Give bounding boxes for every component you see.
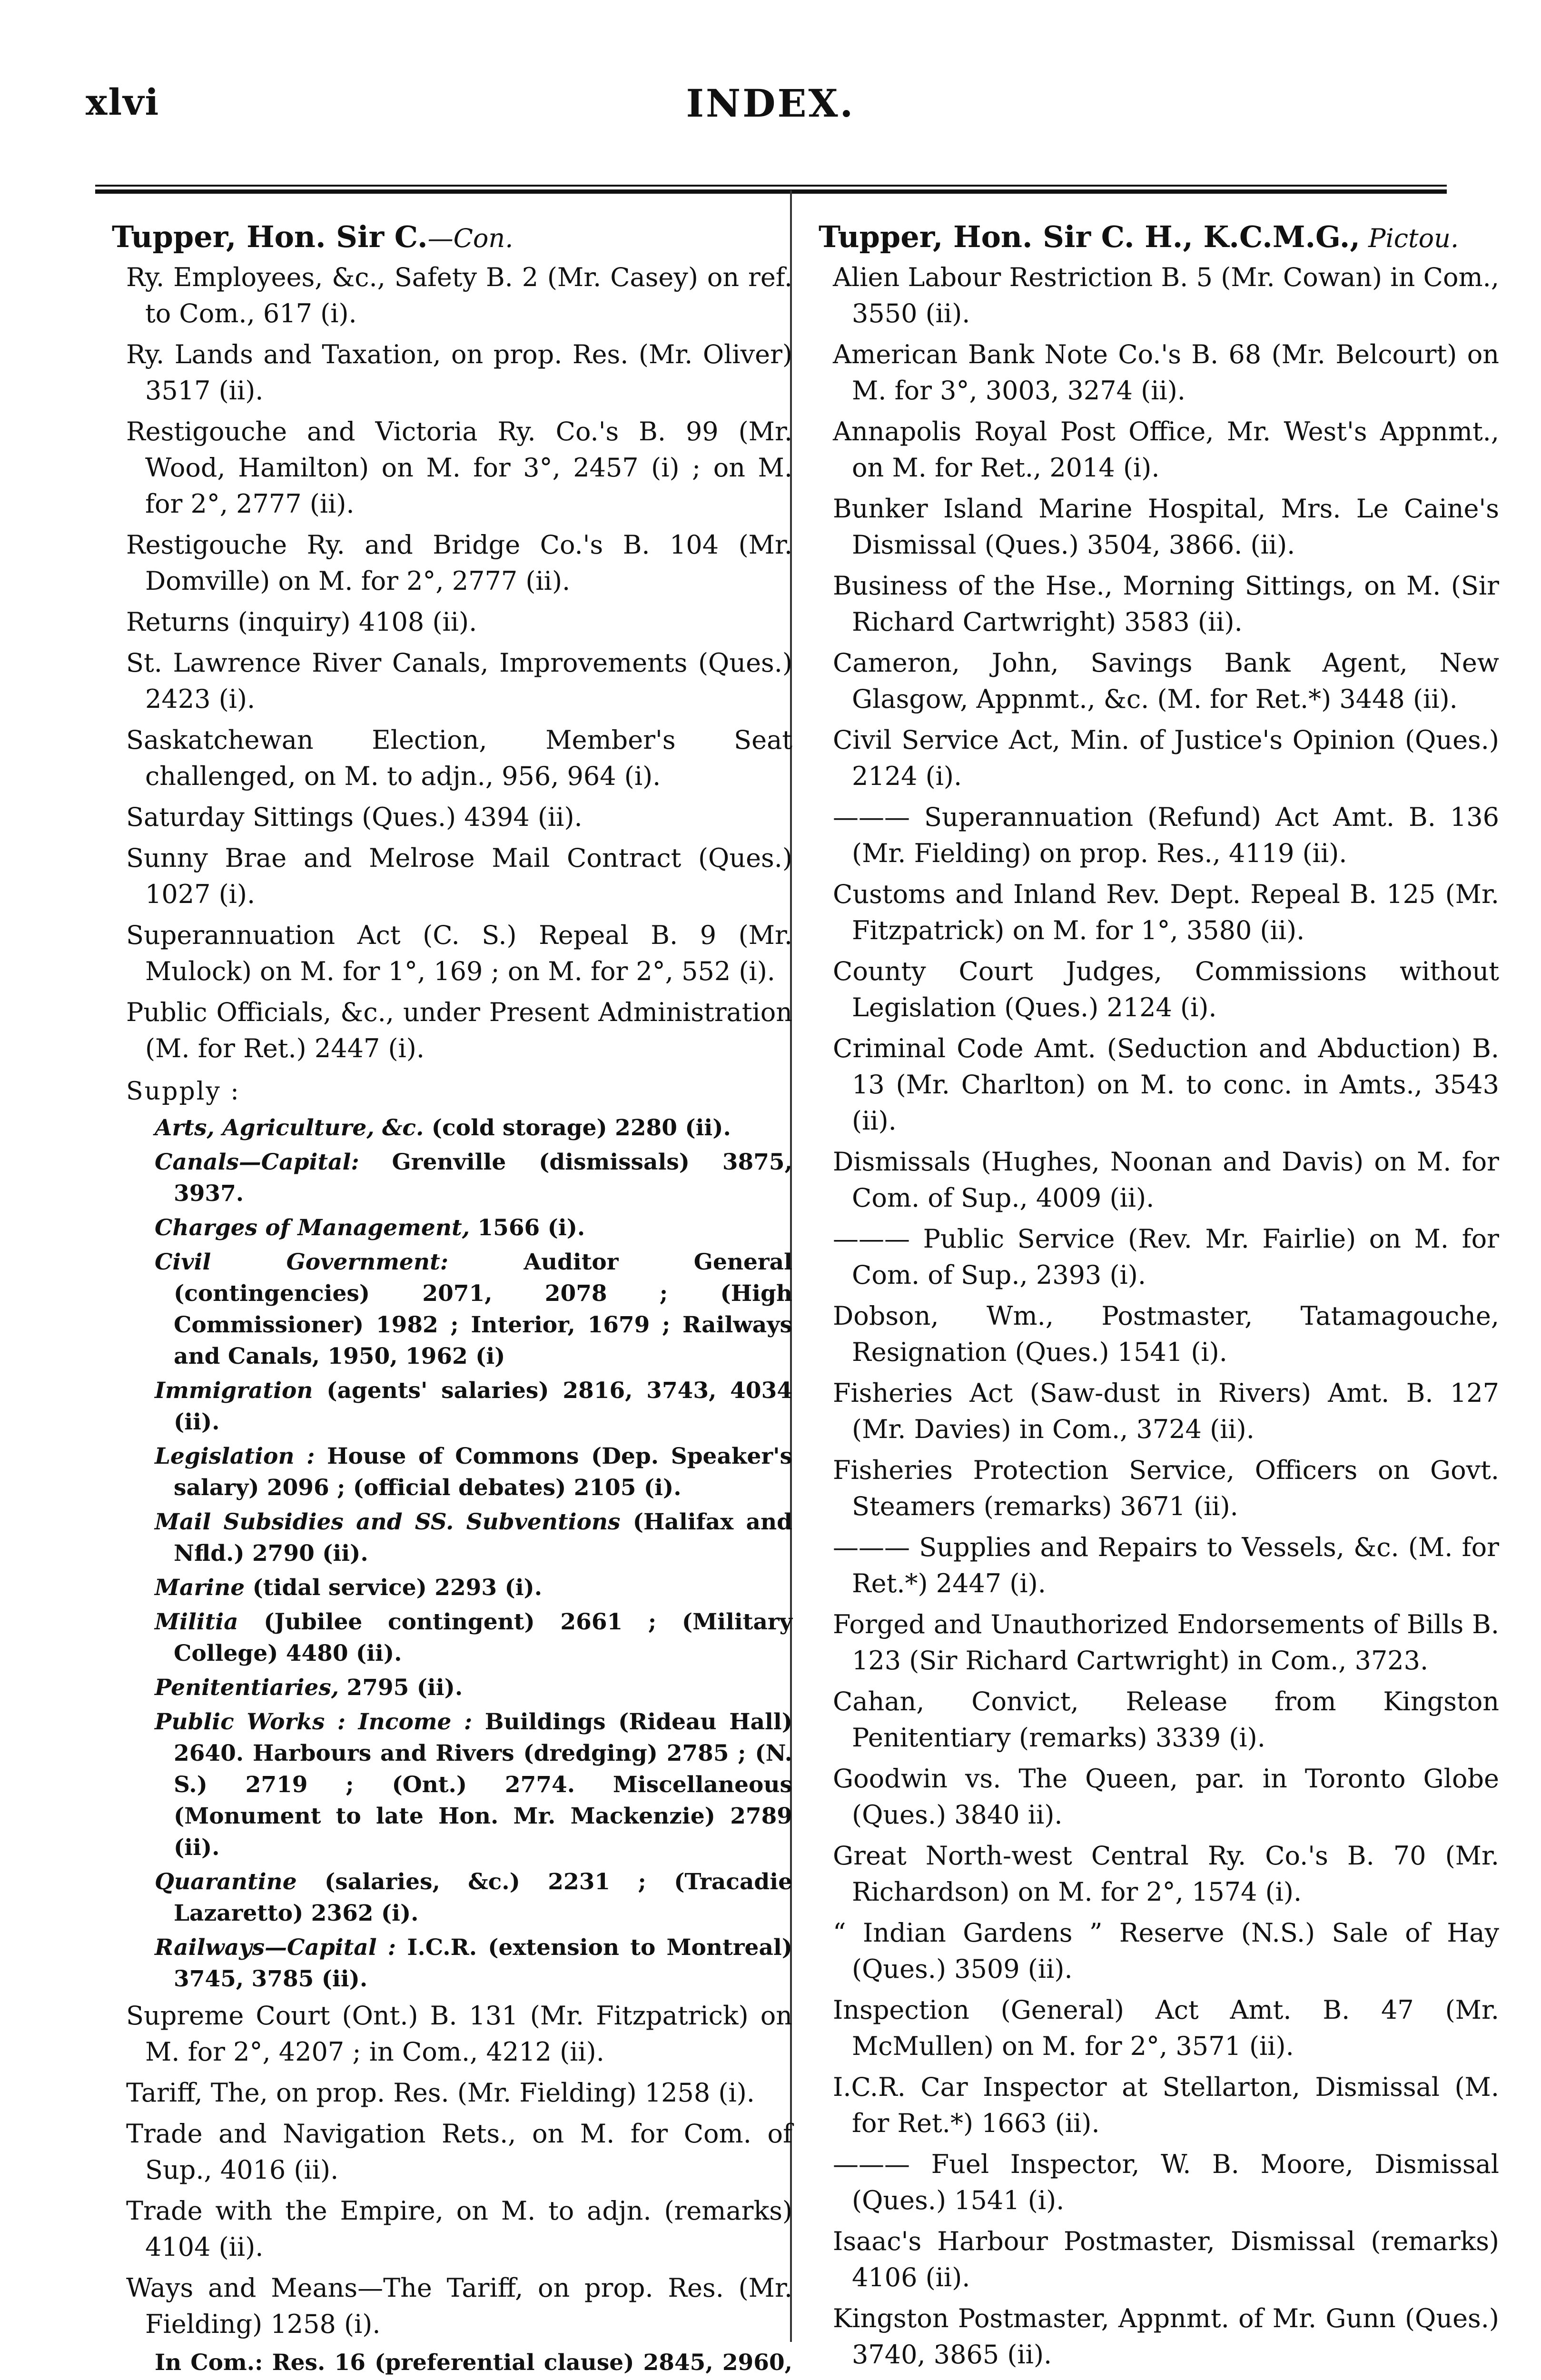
index-entry: ——— Fuel Inspector, W. B. Moore, Dismissal (Ques.) 1541 (i). (833, 2149, 1499, 2215)
index-entry: Dobson, Wm., Postmaster, Tatamagouche, Resignation (Ques.) 1541 (i). (833, 1301, 1499, 1367)
supply-item: Legislation : House of Commons (Dep. Speaker's salary) 2096 ; (official debates) 2105 (i). (155, 1443, 792, 1501)
index-entry: American Bank Note Co.'s B. 68 (Mr. Belcourt) on M. for 3°, 3003, 3274 (ii). (833, 339, 1499, 406)
page-number: xlvi (86, 81, 160, 123)
index-entry: Great North-west Central Ry. Co.'s B. 70 (Mr. Richardson) on M. for 2°, 1574 (i). (833, 1841, 1499, 1907)
supply-item: Public Works : Income : Buildings (Rideau Hall) 2640. Harbours and Rivers (dredging) 2785 ; (N. S.) 2719 ; (Ont.) 2774. Miscellaneous (Monument to late Hon. Mr. Mackenzie) 2789 (ii). (155, 1709, 792, 1861)
index-entry: Bunker Island Marine Hospital, Mrs. Le Caine's Dismissal (Ques.) 3504, 3866. (ii). (833, 494, 1499, 560)
index-entry: ——— Supplies and Repairs to Vessels, &c. (M. for Ret.*) 2447 (i). (833, 1532, 1499, 1598)
index-entry: Returns (inquiry) 4108 (ii). (126, 607, 477, 637)
index-entry: Cameron, John, Savings Bank Agent, New Glasgow, Appnmt., &c. (M. for Ret.*) 3448 (ii). (833, 648, 1499, 714)
supply-item: Railways—Capital : I.C.R. (extension to Montreal) 3745, 3785 (ii). (155, 1934, 792, 1992)
index-entry: St. Lawrence River Canals, Improvements (Ques.) 2423 (i). (126, 648, 792, 714)
index-entry: Ways and Means—The Tariff, on prop. Res. (Mr. Fielding) 1258 (i). (126, 2273, 792, 2339)
supply-item: Immigration (agents' salaries) 2816, 3743, 4034 (ii). (155, 1378, 792, 1435)
index-entry: Fisheries Protection Service, Officers on Govt. Steamers (remarks) 3671 (ii). (833, 1455, 1499, 1521)
index-entry: Customs and Inland Rev. Dept. Repeal B. 125 (Mr. Fitzpatrick) on M. for 1°, 3580 (ii). (833, 879, 1499, 945)
running-title: INDEX. (686, 81, 855, 126)
supply-item: Arts, Agriculture, &c. (cold storage) 2280 (ii). (155, 1115, 731, 1141)
supply-item: Quarantine (salaries, &c.) 2231 ; (Tracadie Lazaretto) 2362 (i). (155, 1869, 792, 1926)
index-entry: Alien Labour Restriction B. 5 (Mr. Cowan) in Com., 3550 (ii). (833, 262, 1499, 328)
index-entry: Annapolis Royal Post Office, Mr. West's Appnmt., on M. for Ret., 2014 (i). (833, 416, 1499, 483)
index-entry: County Court Judges, Commissions without Legislation (Ques.) 2124 (i). (833, 956, 1499, 1022)
supply-heading: Supply : (126, 1077, 240, 1106)
supply-item: Charges of Management, 1566 (i). (155, 1215, 585, 1241)
index-entry (819, 2378, 1499, 2380)
index-entry: Goodwin vs. The Queen, par. in Toronto Globe (Ques.) 3840 ii). (833, 1764, 1499, 1830)
index-entry: “ Indian Gardens ” Reserve (N.S.) Sale of Hay (Ques.) 3509 (ii). (833, 1918, 1499, 1984)
index-entry: Superannuation Act (C. S.) Repeal B. 9 (Mr. Mulock) on M. for 1°, 169 ; on M. for 2°, 552 (i). (126, 920, 792, 986)
right-column (819, 219, 1499, 2380)
index-entry: Trade with the Empire, on M. to adjn. (remarks) 4104 (ii). (126, 2196, 792, 2262)
index-entry: Inspection (General) Act Amt. B. 47 (Mr. McMullen) on M. for 2°, 3571 (ii). (833, 1995, 1499, 2061)
index-entry: Saskatchewan Election, Member's Seat challenged, on M. to adjn., 956, 964 (i). (126, 725, 792, 791)
header-rule-thin (95, 185, 1447, 187)
index-entry: Forged and Unauthorized Endorsements of Bills B. 123 (Sir Richard Cartwright) in Com., 3723. (833, 1609, 1499, 1676)
index-entry: Criminal Code Amt. (Seduction and Abduction) B. 13 (Mr. Charlton) on M. to conc. in Amts., 3543 (ii). (833, 1033, 1499, 1136)
supply-item: Canals—Capital: Grenville (dismissals) 3875, 3937. (155, 1149, 792, 1207)
index-entry: ——— Superannuation (Refund) Act Amt. B. 136 (Mr. Fielding) on prop. Res., 4119 (ii). (833, 802, 1499, 868)
supply-item: Militia (Jubilee contingent) 2661 ; (Military College) 4480 (ii). (155, 1609, 792, 1666)
supply-item: Civil Government: Auditor General (contingencies) 2071, 2078 ; (High Commissioner) 1982 ; Interior, 1679 ; Railways and Canals, 1950, 1962 (i) (155, 1249, 792, 1369)
index-entry: Civil Service Act, Min. of Justice's Opinion (Ques.) 2124 (i). (833, 725, 1499, 791)
running-head (0, 81, 1541, 152)
index-entry: Dismissals (Hughes, Noonan and Davis) on M. for Com. of Sup., 4009 (ii). (833, 1147, 1499, 1213)
index-entry: Tariff, The, on prop. Res. (Mr. Fielding) 1258 (i). (126, 2078, 755, 2108)
supply-item: Penitentiaries, 2795 (ii). (155, 1675, 463, 1701)
index-entry: ——— Public Service (Rev. Mr. Fairlie) on M. for Com. of Sup., 2393 (i). (833, 1224, 1499, 1290)
index-entry: Ry. Lands and Taxation, on prop. Res. (Mr. Oliver) 3517 (ii). (126, 339, 792, 406)
left-column (112, 219, 792, 2380)
index-entry: Restigouche Ry. and Bridge Co.'s B. 104 (Mr. Domville) on M. for 2°, 2777 (ii). (126, 530, 792, 596)
index-entry: Trade and Navigation Rets., on M. for Com. of Sup., 4016 (ii). (126, 2119, 792, 2185)
index-entry: Isaac's Harbour Postmaster, Dismissal (remarks) 4106 (ii). (833, 2226, 1499, 2292)
right-column-heading: Tupper, Hon. Sir C. H., K.C.M.G., Pictou. (819, 219, 1459, 254)
left-column-heading: Tupper, Hon. Sir C.—Con. (112, 219, 514, 254)
header-rule-thick (95, 189, 1447, 194)
index-entry: Restigouche and Victoria Ry. Co.'s B. 99 (Mr. Wood, Hamilton) on M. for 3°, 2457 (i) ; on M. for 2°, 2777 (ii). (126, 416, 792, 519)
in-committee-entry: In Com.: Res. 16 (preferential clause) 2845, 2960, (155, 2350, 793, 2376)
index-entry: Business of the Hse., Morning Sittings, on M. (Sir Richard Cartwright) 3583 (ii). (833, 571, 1499, 637)
index-entry: Cahan, Convict, Release from Kingston Penitentiary (remarks) 3339 (i). (833, 1686, 1499, 1753)
supply-item: Marine (tidal service) 2293 (i). (155, 1575, 543, 1601)
index-entry: Ry. Employees, &c., Safety B. 2 (Mr. Casey) on ref. to Com., 617 (i). (126, 262, 792, 328)
index-entry: Kingston Postmaster, Appnmt. of Mr. Gunn (Ques.) 3740, 3865 (ii). (833, 2303, 1499, 2370)
index-entry: Sunny Brae and Melrose Mail Contract (Ques.) 1027 (i). (126, 843, 792, 909)
index-entry: I.C.R. Car Inspector at Stellarton, Dismissal (M. for Ret.*) 1663 (ii). (833, 2072, 1499, 2138)
index-entry: Supreme Court (Ont.) B. 131 (Mr. Fitzpatrick) on M. for 2°, 4207 ; in Com., 4212 (ii). (126, 2001, 792, 2067)
index-entry: Public Officials, &c., under Present Administration (M. for Ret.) 2447 (i). (126, 997, 792, 1063)
supply-item: Mail Subsidies and SS. Subventions (Halifax and Nfld.) 2790 (ii). (155, 1509, 792, 1567)
index-entry: Fisheries Act (Saw-dust in Rivers) Amt. B. 127 (Mr. Davies) in Com., 3724 (ii). (833, 1378, 1499, 1444)
index-entry: Saturday Sittings (Ques.) 4394 (ii). (126, 802, 583, 832)
